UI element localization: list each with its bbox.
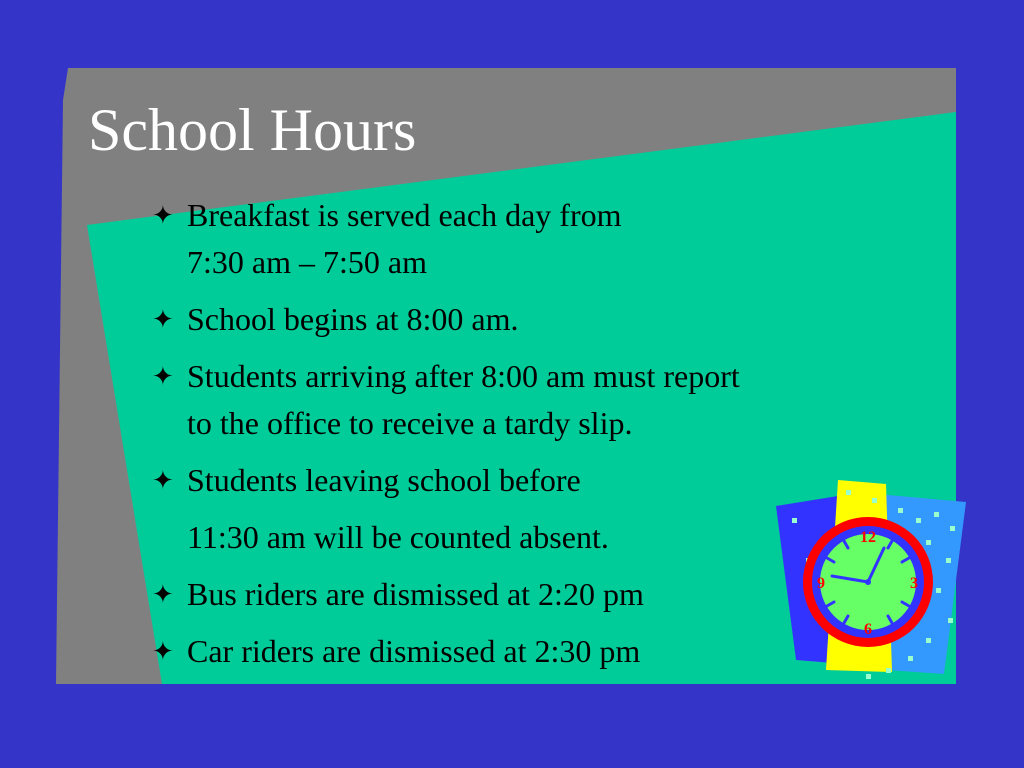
clock-number-3: 3 [910, 575, 918, 592]
bullet-item: ✦ Students arriving after 8:00 am must report to the office to receive a tardy slip. [152, 353, 912, 447]
four-point-star-icon: ✦ [152, 201, 174, 230]
four-point-star-icon: ✦ [152, 305, 174, 334]
four-point-star-icon: ✦ [152, 580, 174, 609]
bullet-item: ✦ Students leaving school before 11:30 am will be counted absent. [152, 457, 912, 561]
bullet-item: ✦ Breakfast is served each day from 7:30 am – 7:50 am [152, 192, 912, 286]
clock-number-6: 6 [864, 621, 872, 638]
bullet-item: ✦ School begins at 8:00 am. [152, 296, 912, 343]
bullet-item: ✦ Car riders are dismissed at 2:30 pm [152, 628, 912, 675]
four-point-star-icon: ✦ [152, 362, 174, 391]
clock-number-12: 12 [860, 529, 876, 546]
clock-center [865, 579, 871, 585]
four-point-star-icon: ✦ [152, 637, 174, 666]
clock-clipart [776, 478, 966, 683]
slide-title: School Hours [88, 97, 417, 163]
clock-number-9: 9 [817, 575, 825, 592]
bullet-item: ✦ Bus riders are dismissed at 2:20 pm [152, 571, 912, 618]
four-point-star-icon: ✦ [152, 466, 174, 495]
